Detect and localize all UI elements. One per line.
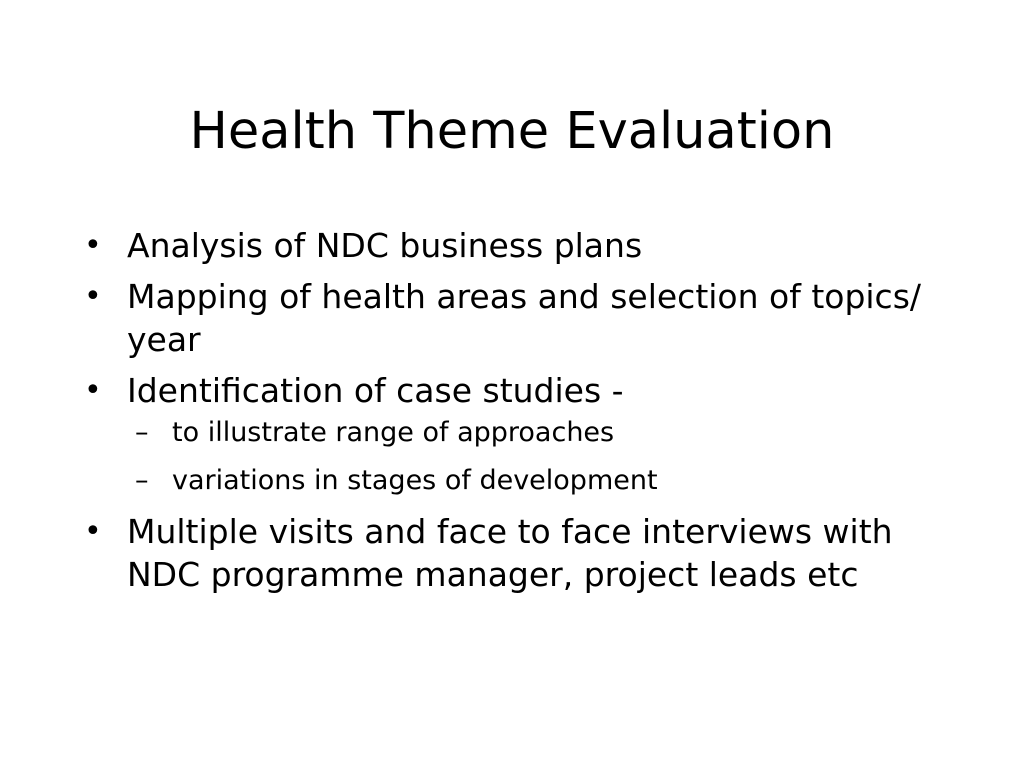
bullet-item xyxy=(84,224,964,267)
bullet-list xyxy=(84,224,964,604)
bullet-text: Analysis of NDC business plans xyxy=(127,226,643,265)
bullet-item xyxy=(84,510,964,596)
sub-bullet-text: variations in stages of development xyxy=(172,465,658,496)
sub-bullet-text: to illustrate range of approaches xyxy=(172,417,615,448)
bullet-item xyxy=(84,275,964,361)
bullet-text: Multiple visits and face to face interviews with NDC programme manager, project leads etc xyxy=(127,512,893,594)
bullet-text: Mapping of health areas and selection of topics/ year xyxy=(127,277,922,359)
slide-title: Health Theme Evaluation xyxy=(189,102,835,161)
bullet-icon: • xyxy=(84,228,102,263)
bullet-item xyxy=(84,369,964,412)
bullet-icon: • xyxy=(84,373,102,408)
sub-bullet-item xyxy=(84,462,964,500)
dash-icon: – xyxy=(135,417,149,448)
sub-bullet-list xyxy=(84,414,964,500)
bullet-text: Identification of case studies - xyxy=(127,371,624,410)
bullet-icon: • xyxy=(84,279,102,314)
sub-bullet-item xyxy=(84,414,964,452)
bullet-icon: • xyxy=(84,514,102,549)
dash-icon: – xyxy=(135,465,149,496)
